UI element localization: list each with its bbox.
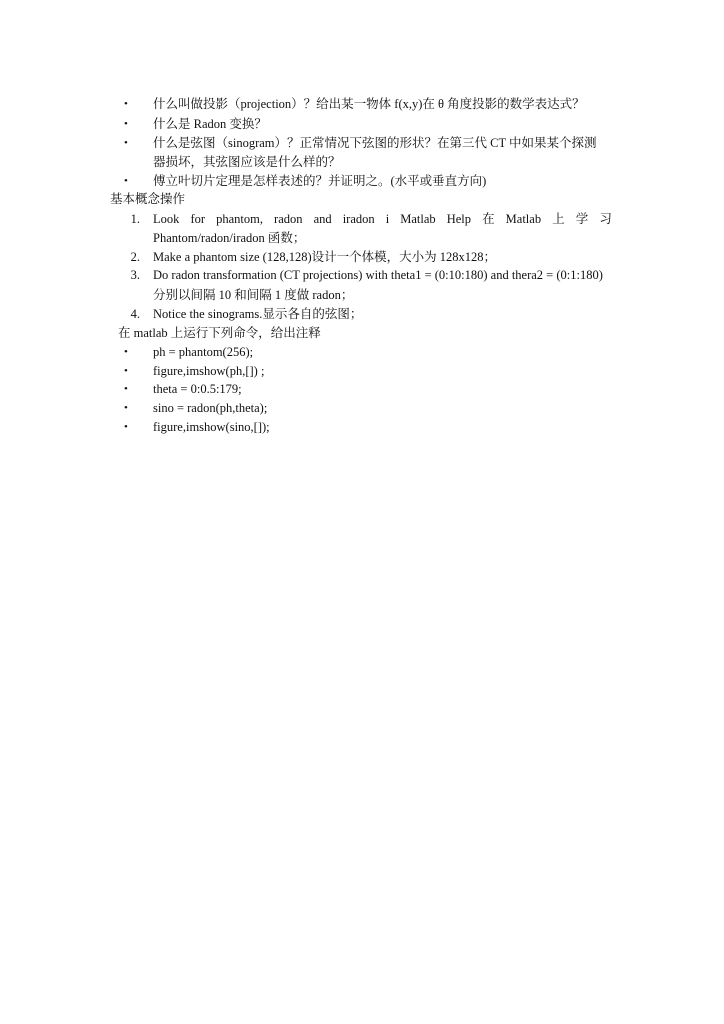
bullet-icon: • (124, 137, 128, 149)
item-number: 1. (130, 212, 140, 226)
item-text: Notice the sinograms.显示各自的弦图； (153, 307, 363, 321)
bullet-icon: • (124, 98, 128, 110)
command-text: figure,imshow(sino,[]); (153, 420, 270, 434)
word: phantom, (216, 212, 263, 226)
item-text: Do radon transformation (CT projections) with theta1 = (0:10:180) and thera2 = (0:1:180) (153, 268, 603, 282)
section-heading: 在 matlab 上运行下列命令，给出注释 (118, 326, 321, 340)
word: 上 (552, 212, 565, 226)
item-text-continued: 分别以间隔 10 和间隔 1 度做 radon； (153, 288, 354, 302)
item-number: 3. (130, 268, 140, 282)
word: 习 (599, 212, 612, 226)
bullet-icon: • (124, 175, 128, 187)
question-text: 什么叫做投影（projection）？给出某一物体 f(x,y)在 θ 角度投影的数学表达式？ (153, 97, 585, 111)
bullet-icon: • (124, 346, 128, 358)
word: for (190, 212, 206, 226)
word: 学 (575, 212, 589, 226)
word: Help (446, 212, 472, 226)
item-number: 4. (130, 307, 140, 321)
section-heading: 基本概念操作 (110, 192, 186, 206)
word: 在 (482, 212, 495, 226)
word: Look (153, 212, 180, 226)
question-text: 什么是弦图（sinogram）？正常情况下弦图的形状？在第三代 CT 中如果某个探测 (153, 136, 597, 150)
command-text: ph = phantom(256); (153, 345, 254, 359)
bullet-icon: • (124, 402, 128, 414)
item-text: Make a phantom size (128,128)设计一个体模，大小为 128x128； (153, 250, 497, 264)
word: i (385, 212, 390, 226)
word: and (313, 212, 332, 226)
question-text: 傅立叶切片定理是怎样表述的？并证明之。(水平或垂直方向) (153, 174, 487, 188)
item-number: 2. (130, 250, 140, 264)
bullet-icon: • (124, 118, 128, 130)
command-text: figure,imshow(ph,[]) ; (153, 364, 265, 378)
command-text: theta = 0:0.5:179; (153, 382, 242, 396)
command-text: sino = radon(ph,theta); (153, 401, 268, 415)
word: iradon (342, 212, 375, 226)
bullet-icon: • (124, 383, 128, 395)
word: Matlab (400, 212, 436, 226)
word: radon (274, 212, 303, 226)
word: Matlab (505, 212, 542, 226)
item-text-continued: Phantom/radon/iradon 函数； (153, 231, 306, 245)
item-text (153, 210, 612, 228)
bullet-icon: • (124, 365, 128, 377)
bullet-icon: • (124, 421, 128, 433)
question-text: 什么是 Radon 变换？ (153, 117, 267, 131)
question-text-continued: 器损坏，其弦图应该是什么样的？ (153, 155, 341, 169)
